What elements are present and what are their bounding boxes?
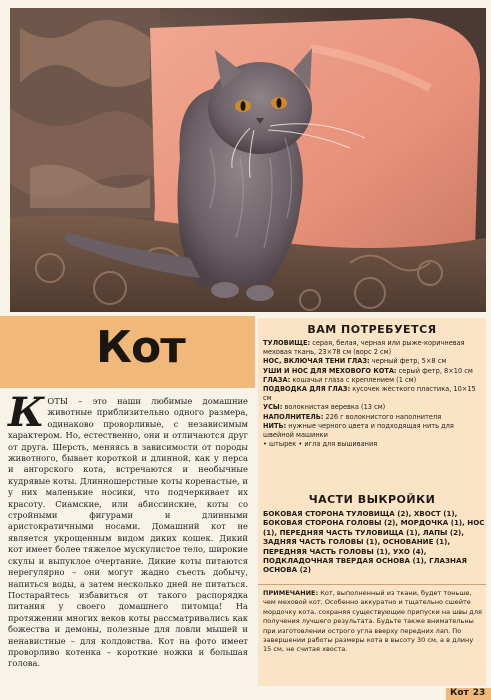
pattern-parts-title: ЧАСТИ ВЫКРОЙКИ [308, 493, 436, 506]
material-item: ТУЛОВИЩЕ: серая, белая, черная или рыже-коричневая меховая ткань, 23×78 см (ворс 2 см) [263, 339, 465, 357]
footer-label: Кот [450, 688, 469, 698]
page-footer [450, 688, 485, 698]
material-item: УШИ И НОС ДЛЯ МЕХОВОГО КОТА: серый фетр, 8×10 см [263, 366, 473, 375]
materials-title: ВАМ ПОТРЕБУЕТСЯ [307, 323, 437, 336]
material-item: НИТЬ: нужные черного цвета и подходящая нить для швейной машинки [263, 421, 454, 440]
page-title: Кот [96, 322, 185, 373]
page-number: 23 [472, 688, 486, 698]
note [263, 589, 483, 655]
divider [258, 584, 486, 585]
materials-list [263, 339, 483, 449]
note-label: ПРИМЕЧАНИЕ: [263, 589, 319, 597]
material-item: ПОДВОДКА ДЛЯ ГЛАЗ: кусочек жесткого пластика, 10×15 см [263, 385, 476, 403]
drop-cap: К [8, 389, 45, 436]
cat-photo [10, 8, 486, 312]
material-item: НОС, ВКЛЮЧАЯ ТЕНИ ГЛАЗ: черный фетр, 5×8 см [263, 357, 447, 366]
article-body: ОТЫ – это наши любимые домашние животные приблизительно одного размера, одинаково проворливые, с независимым характером. Но, естественно, они и отличаются друг от друга. Шерсть, меняясь в зависимости от породы животного, бывает короткой и длинной, как у перса и ангорского кота, встречаются и необычные кудрявые коты. Длинношерстные коты коренастые, и у них маленькие носики, что подчеркивает их красоту. Сиамские, или абиссинские, коты со стройными фигурами и длинными аристократичными носами. Домашний кот не является укрощенным видом диких кошек. Дикий кот имеет более тяжелое мускулистое тело, широкие скулы и выпуклое очертание. Дикие коты питаются нерегулярно – они могут жадно съесть добычу, напиться воды, а затем несколько дней не питаться. Постарайтесь избавиться от такого распорядка питания у своего домашнего питомца! На протяжении многих веков коты рассматривались как божества и демоны, полезные для ловли мышей и ненавистные – для колдовства. Кот на фото имеет проворливо котенка – короткие ножки и большая голова. [8, 396, 248, 669]
note-text: Кот, выполненный из ткани, будет тоньше, чем меховой кот. Особенно аккуратно и тщательно сшейте мордочку кота, сохраняя существующие припуски на швы для получения лучшего результата. Будьте также внимательны при изготовлении острого угла вверху передних лап. По завершении работы размеры кота в высоту 30 см, а в длину 15 см, не считая хвоста. [263, 589, 482, 654]
material-item: УСЫ: волокнистая веревка (13 см) [263, 403, 386, 412]
material-item: НАПОЛНИТЕЛЬ: 226 г волокнистого наполнителя [263, 412, 442, 421]
pattern-parts-list: БОКОВАЯ СТОРОНА ТУЛОВИЩА (2), ХВОСТ (1), БОКОВАЯ СТОРОНА ГОЛОВЫ (2), МОРДОЧКА (1), НОС (1), ПЕРЕДНЯЯ ЧАСТЬ ТУЛОВИЩА (1), ЛАПЫ (2), ЗАДНЯЯ ЧАСТЬ ГОЛОВЫ (1), ОСНОВАНИЕ (1), ПЕРЕДНЯЯ ЧАСТЬ ГОЛОВЫ (1), УХО (4), ПОДКЛАДОЧНАЯ ТВЕРДАЯ ОСНОВА (1), ГЛАЗНАЯ ОСНОВА (2) [263, 509, 485, 575]
article-text [8, 389, 248, 670]
material-item: ГЛАЗА: кошачьи глаза с креплением (1 см) [263, 375, 417, 384]
material-item: • штырек • игла для вышивания [263, 440, 378, 449]
